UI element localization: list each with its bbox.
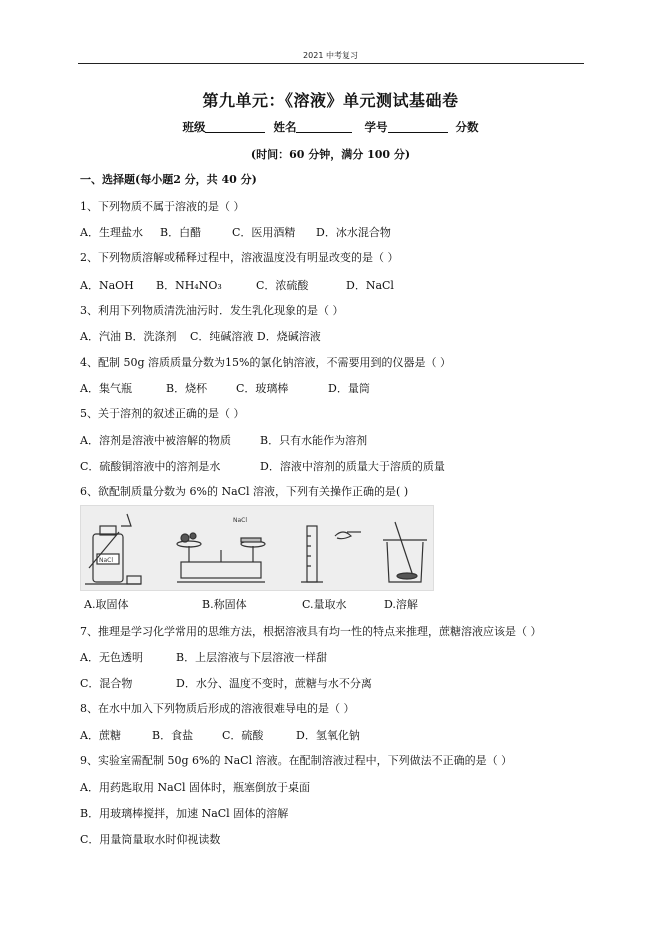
q5-stem: 5、关于溶剂的叙述正确的是（ ） [80,407,245,420]
q8-option-c: C．硫酸 [222,729,264,742]
score-label: 分数 [455,120,479,134]
q1-option-a: A．生理盐水 [80,226,143,239]
q8-option-b: B．食盐 [152,729,194,742]
section-heading: 一、选择题(每小题2 分，共 40 分) [80,173,257,186]
q4-options [80,380,370,396]
q1-option-c: C．医用酒精 [232,226,296,239]
q6-label-c: C.量取水 [302,598,347,611]
q6-apparatus-figure [80,505,434,591]
paper-label: NaCl [233,517,248,524]
q6-stem: 6、欲配制质量分数为 6%的 NaCl 溶液，下列有关操作正确的是( ) [80,485,409,498]
q4-option-a: A．集气瓶 [80,382,132,395]
q8-option-d: D．氢氧化钠 [296,729,360,742]
q7-option-c: C．混合物 [80,677,133,690]
q5-options-line2 [80,458,445,474]
q5-option-d: D．溶液中溶剂的质量大于溶质的质量 [260,460,445,473]
q9-option-a: A．用药匙取用 NaCl 固体时，瓶塞倒放于桌面 [80,781,311,794]
q6-label-d: D.溶解 [384,598,418,611]
q9-stem: 9、实验室需配制 50g 6%的 NaCl 溶液。在配制溶液过程中，下列做法不正确的是（ ） [80,754,513,767]
q2-option-c: C．浓硫酸 [256,279,309,292]
id-blank [388,120,448,133]
q6-label-b: B.称固体 [202,598,247,611]
q7-option-a: A．无色透明 [80,651,143,664]
header-rule [78,63,584,64]
q4-option-d: D．量筒 [328,382,370,395]
q9-option-b: B．用玻璃棒搅拌，加速 NaCl 固体的溶解 [80,807,289,820]
q5-option-a: A．溶剂是溶液中被溶解的物质 [80,434,231,447]
q7-option-d: D．水分、温度不变时，蔗糖与水不分离 [176,677,372,690]
q1-option-d: D．冰水混合物 [316,226,391,239]
id-label: 学号 [364,120,388,134]
q4-option-b: B．烧杯 [166,382,208,395]
q8-stem: 8、在水中加入下列物质后形成的溶液很难导电的是（ ） [80,702,355,715]
name-label: 姓名 [273,120,297,134]
q2-option-b: B．NH₄NO₃ [156,279,222,292]
q1-options [80,224,391,240]
q3-option-ab: A．汽油 B．洗涤剂 [80,330,177,343]
name-blank [296,120,352,133]
q7-options-line1 [80,649,327,665]
q4-stem: 4、配制 50g 溶质质量分数为15%的氯化钠溶液，不需要用到的仪器是（ ） [80,356,451,369]
class-blank [205,120,265,133]
q8-option-a: A．蔗糖 [80,729,121,742]
q3-option-cd: C．纯碱溶液 D．烧碱溶液 [190,330,321,343]
q1-stem: 1、下列物质不属于溶液的是（ ） [80,200,245,213]
q3-options [80,328,321,344]
document-title: 第九单元：《溶液》单元测试基础卷 [202,91,459,110]
student-info-line [0,119,661,135]
q1-option-b: B．白醋 [160,226,202,239]
page-header: 2021 中考复习 [303,51,358,60]
time-note: (时间：60 分钟，满分 100 分) [250,148,411,161]
q4-option-c: C．玻璃棒 [236,382,289,395]
q5-options-line1 [80,432,367,448]
q5-option-b: B．只有水能作为溶剂 [260,434,368,447]
q2-option-d: D．NaCl [346,279,394,292]
q9-option-c: C．用量筒量取水时仰视读数 [80,833,221,846]
q8-options [80,727,360,743]
q2-options [80,277,394,293]
q6-label-a: A.取固体 [84,598,129,611]
q7-stem: 7、推理是学习化学常用的思维方法，根据溶液具有均一性的特点来推理，蔗糖溶液应该是（ ） [80,625,542,638]
q3-stem: 3、利用下列物质清洗油污时．发生乳化现象的是（ ） [80,304,344,317]
class-label: 班级 [182,120,206,134]
q5-option-c: C．硫酸铜溶液中的溶剂是水 [80,460,221,473]
q2-option-a: A．NaOH [80,279,134,292]
q7-option-b: B．上层溶液与下层溶液一样甜 [176,651,328,664]
q2-stem: 2、下列物质溶解或稀释过程中，溶液温度没有明显改变的是（ ） [80,251,399,264]
bottle-label: NaCl [99,557,114,564]
q7-options-line2 [80,675,372,691]
q6-apparatus-drawing [81,506,433,590]
